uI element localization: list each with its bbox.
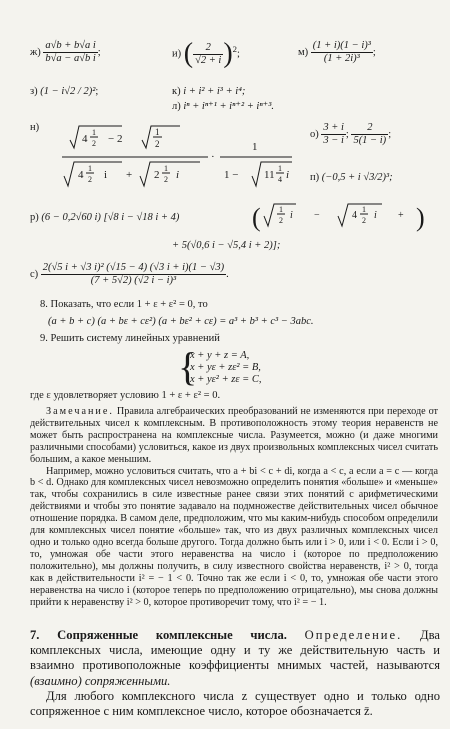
- formula-label: о): [310, 128, 319, 140]
- section-7-definition: [30, 628, 440, 689]
- svg-text:2: 2: [92, 139, 96, 148]
- svg-text:4: 4: [278, 175, 282, 184]
- equation-3: x + yε² + zε = C,: [190, 374, 262, 385]
- svg-text:2: 2: [155, 139, 160, 149]
- fraction-denominator: 5(1 − i): [353, 135, 387, 146]
- paren: (: [183, 38, 194, 69]
- formula-o: о) $\frac{3 + i}{3 - i}$ ; $\frac{2}{5(1 - i)}$ ;: [310, 122, 392, 146]
- formula-expression: + 5(√0,6 i − √5,4 i + 2)];: [172, 240, 281, 251]
- svg-text:1: 1: [164, 164, 168, 173]
- remark-heading: Замечание.: [46, 406, 114, 417]
- problem-9-condition: где ε удовлетворяет условию 1 + ε + ε² = 0.: [30, 390, 221, 401]
- formula-n-graphic: [30, 120, 300, 195]
- fraction-denominator: (1 + 2i)³: [323, 53, 360, 64]
- formula-label: н): [30, 122, 40, 133]
- svg-text:− 2: − 2: [108, 133, 123, 145]
- equation-1: x + y + z = A,: [190, 350, 250, 361]
- formula-label: р): [30, 212, 39, 223]
- svg-text:2: 2: [154, 169, 160, 181]
- svg-text:11: 11: [264, 169, 275, 181]
- formula-k: [172, 86, 245, 98]
- svg-text:i: i: [176, 169, 180, 181]
- svg-text:+: +: [126, 169, 133, 181]
- remark-block: [30, 406, 438, 608]
- fraction-denominator: b√a − a√b i: [45, 53, 96, 64]
- system-brace: {: [178, 344, 198, 389]
- formula-p: [310, 172, 393, 184]
- svg-text:1: 1: [252, 141, 258, 153]
- svg-text:4: 4: [352, 210, 357, 221]
- radical-sign: [64, 162, 122, 186]
- svg-text:+: +: [398, 210, 404, 221]
- svg-text:1: 1: [92, 128, 96, 137]
- remark-text: Правила алгебраических преобразований не изменяются при переходе от действительных чисел к комплексным. В противоположность этому теория неравенств не может быть распространена на комплексные числа. Разумеется, можно (и даже многими различными способами) условиться, какое из двух произвольных комплексных чисел считать большим, а какое меньшим.: [30, 406, 438, 465]
- fraction: [351, 122, 388, 147]
- svg-text:i: i: [104, 169, 108, 181]
- svg-text:·: ·: [211, 151, 215, 163]
- fraction-denominator: (7 + 5√2) (√2 i − i)³: [90, 275, 177, 286]
- formula-label: ж): [30, 46, 41, 58]
- formula-l: [172, 101, 274, 113]
- fraction: [321, 122, 346, 147]
- formula-label: с): [30, 268, 39, 280]
- svg-text:2: 2: [279, 216, 283, 225]
- svg-text:i: i: [286, 169, 290, 181]
- svg-text:1: 1: [88, 164, 92, 173]
- formula-z: з) (1 − i√2 / 2)²;: [30, 86, 99, 97]
- remark-paragraph-2: Например, можно условиться считать, что a + bi < c + di, когда a < c, а если a = c — когда b < d. Однако для комплексных чисел невозможно определить понятия «больше» и «меньше» так, чтобы сохранились в силе известные ранее связи этих понятий с арифметическими действиями и чтобы это понятие задавало на подмножестве действительных чисел обычное отношение порядка. В самом деле, предположим, что мы каким-нибудь способом определили для комплексных чисел понятие «больше» так, что из двух различных комплексных чисел одно и только одно всегда больше другого. Тогда должно быть или i > 0, или i < 0. Если i > 0, то, умножая обе части этого неравенства на число i (которое по предположению положительно), мы должны получить, в силу известного свойства неравенств, i² > 0, тогда как в действительности i² = − 1 < 0. Точно так же если i < 0, то, умножая обе части этого неравенства на число i (которое теперь по предположению отрицательно), мы снова должны прийти к неравенству i² > 0, которое противоречит тому, что i² = − 1.: [30, 465, 438, 608]
- formula-label: и): [172, 48, 182, 60]
- formula-m: м) $\frac{\text{(1 + i)(1 − i)³}}{\text{(1 + 2i)³}}$ ;: [298, 40, 376, 64]
- formula-zh: ж) $\frac{\text{a√b + b√a i}}{\text{b√a − a√b i}}$ ;: [30, 40, 101, 64]
- radical-sign: [140, 162, 200, 186]
- fraction-numerator: 3 + i: [323, 122, 344, 133]
- svg-text:(: (: [252, 203, 261, 232]
- svg-text:1 −: 1 −: [224, 169, 239, 181]
- formula-label: з): [30, 86, 38, 97]
- fraction: [43, 40, 97, 65]
- problem-8-formula: (a + b + c) (a + bε + cε²) (a + bε² + cε) = a³ + b³ + c³ − 3abc.: [48, 316, 314, 327]
- formula-expression: (−0,5 + i √3/2)³;: [321, 172, 393, 183]
- formula-expression: iⁿ + iⁿ⁺¹ + iⁿ⁺² + iⁿ⁺³.: [183, 101, 274, 112]
- svg-text:1: 1: [155, 127, 160, 137]
- formula-s: с) $\frac{\text{2(√5 i + √3 i)² (√15 − 4) (√3 i + i)(1 − √3)}}{\text{(7 + 5√2) (√2 i − i)³}}$ .: [30, 262, 229, 286]
- formula-expression: i + i² + i³ + i⁴;: [183, 86, 246, 97]
- fraction-numerator: a√b + b√a i: [45, 40, 96, 51]
- fraction-numerator: 2(√5 i + √3 i)² (√15 − 4) (√3 i + i)(1 − √3): [42, 262, 225, 273]
- formula-i: и) ( $\frac{2}{√2 + i}$ )$^2$;: [172, 38, 240, 69]
- svg-text:2: 2: [164, 175, 168, 184]
- svg-text:−: −: [314, 210, 320, 221]
- svg-text:4: 4: [82, 133, 88, 145]
- fraction: [193, 42, 223, 67]
- definition-text: Два комплексных числа, имеющие одну и ту же действительную часть и взаимно противоположные коэффициенты мнимых частей, называются: [30, 628, 440, 673]
- fraction-numerator: 2: [351, 122, 388, 135]
- fraction-denominator: 3 − i: [323, 135, 344, 146]
- formula-label: л): [172, 101, 181, 112]
- section-7-last-paragraph: Для любого комплексного числа z существует одно и только одно сопряженное с ним комплексное число, которое обозначается z̄.: [30, 688, 440, 719]
- svg-text:1: 1: [362, 205, 366, 214]
- formula-label: к): [172, 86, 181, 97]
- problem-9-text: 9. Решить систему линейных уравнений: [40, 333, 220, 344]
- section-7: [30, 628, 440, 719]
- definition-label: Определение.: [304, 628, 403, 642]
- svg-text:2: 2: [88, 175, 92, 184]
- formula-r: [30, 212, 179, 224]
- equation-2: x + yε + zε² = B,: [190, 362, 261, 373]
- svg-text:i: i: [290, 210, 293, 221]
- remark-paragraph-1: [30, 406, 438, 466]
- definition-term: (взаимно) сопряженными.: [30, 673, 171, 688]
- fraction-denominator: √2 + i: [195, 54, 222, 66]
- fraction: [311, 40, 373, 65]
- fraction-numerator: (1 + i)(1 − i)³: [312, 40, 371, 51]
- formula-label: п): [310, 172, 320, 183]
- formula-expression: (1 − i√2 / 2)²: [40, 86, 96, 97]
- svg-text:4: 4: [78, 169, 84, 181]
- section-heading: 7. Сопряженные комплексные числа.: [30, 628, 287, 642]
- problem-8-text: 8. Показать, что если 1 + ε + ε² = 0, то: [40, 299, 208, 310]
- fraction-numerator: 2: [193, 42, 223, 55]
- formula-r-radicals: [252, 200, 430, 234]
- svg-text:1: 1: [278, 164, 282, 173]
- fraction: [41, 262, 226, 287]
- svg-text:): ): [416, 203, 425, 232]
- paren: ): [223, 38, 233, 69]
- formula-expression: (6 − 0,2√60 i) [√8 i − √18 i + 4): [41, 212, 180, 223]
- svg-text:i: i: [374, 210, 377, 221]
- svg-text:1: 1: [279, 205, 283, 214]
- formula-label: м): [298, 46, 309, 58]
- svg-text:2: 2: [362, 216, 366, 225]
